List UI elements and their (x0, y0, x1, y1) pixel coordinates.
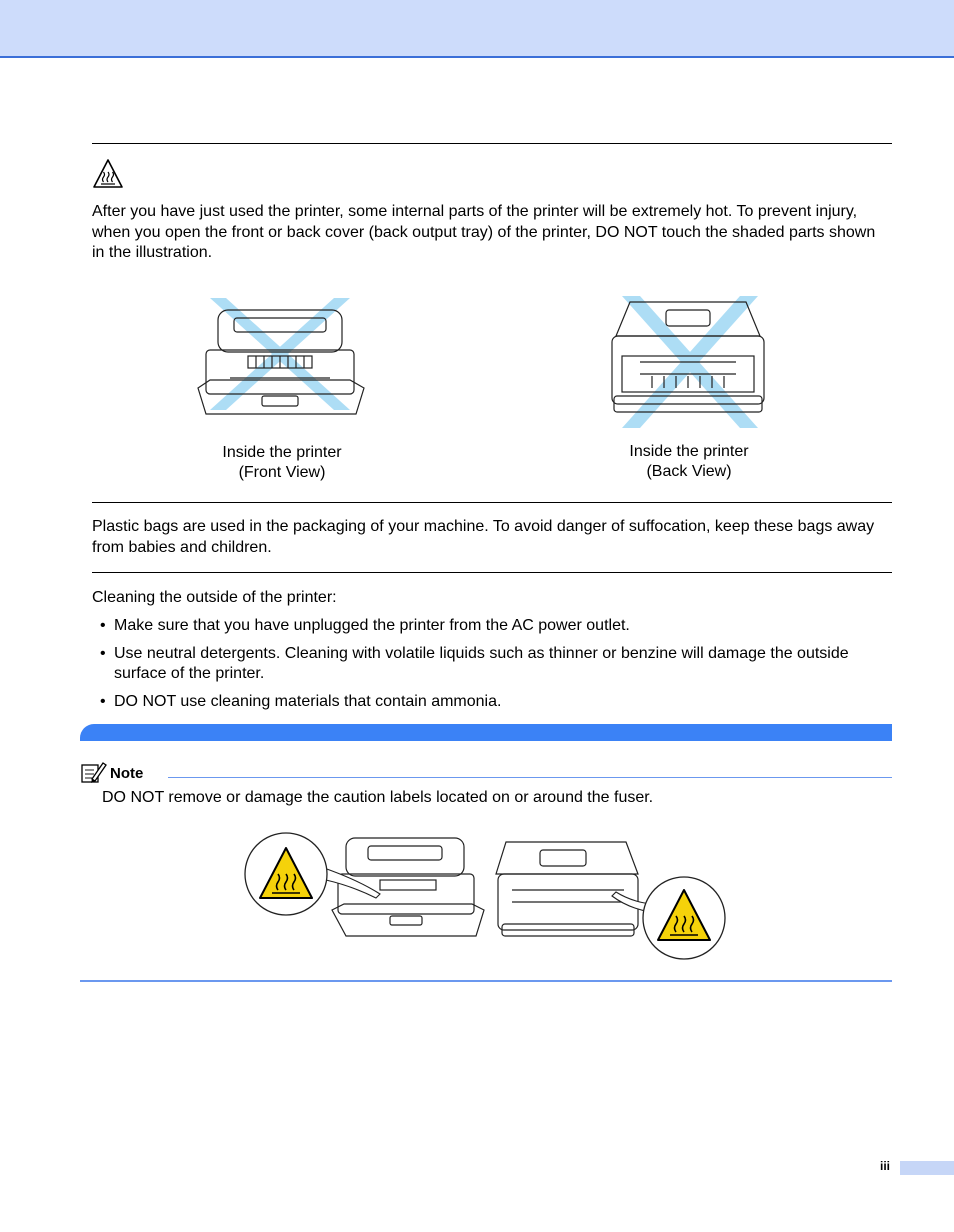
bullet-mark: • (100, 693, 106, 710)
cleaning-list (92, 616, 892, 720)
cleaning-heading: Cleaning the outside of the printer: (92, 589, 337, 606)
page-number: iii (880, 1159, 891, 1173)
list-item-text: Make sure that you have unplugged the printer from the AC power outlet. (114, 617, 630, 634)
front-caption-line1: Inside the printer (222, 444, 342, 461)
note-divider (168, 777, 892, 778)
back-caption-line1: Inside the printer (629, 443, 749, 460)
header-band (0, 0, 954, 58)
list-item (92, 692, 892, 712)
section-divider (92, 502, 892, 503)
section-accent-bar (80, 724, 892, 741)
back-view-caption (599, 442, 779, 482)
page-number-tab (900, 1161, 954, 1175)
printer-back-view-illustration (600, 292, 776, 432)
note-pencil-icon (80, 760, 108, 784)
list-item (92, 644, 892, 684)
plastic-bags-text: Plastic bags are used in the packaging of your machine. To avoid danger of suffocation, keep these bags away from babies and children. (92, 518, 875, 556)
note-label: Note (110, 765, 144, 782)
caution-labels-illustration (240, 828, 730, 962)
hot-warning-text: After you have just used the printer, some internal parts of the printer will be extremely hot. To prevent injury, when you open the front or back cover (back output tray) of the printer, DO NOT touch the shaded parts shown in the illustration. (92, 203, 876, 261)
front-view-caption (192, 443, 372, 483)
note-end-divider (80, 980, 892, 982)
section-divider (92, 143, 892, 144)
front-caption-line2: (Front View) (238, 464, 326, 481)
list-item-text: DO NOT use cleaning materials that contain ammonia. (114, 693, 502, 710)
list-item-text: Use neutral detergents. Cleaning with volatile liquids such as thinner or benzine will damage the outside surface of the printer. (114, 645, 849, 682)
list-item (92, 616, 892, 636)
bullet-mark: • (100, 617, 106, 634)
note-text: DO NOT remove or damage the caution labels located on or around the fuser. (102, 789, 654, 806)
hot-surface-icon (92, 158, 124, 190)
printer-front-view-illustration (190, 292, 370, 420)
bullet-mark: • (100, 645, 106, 662)
section-divider (92, 572, 892, 573)
back-caption-line2: (Back View) (646, 463, 732, 480)
